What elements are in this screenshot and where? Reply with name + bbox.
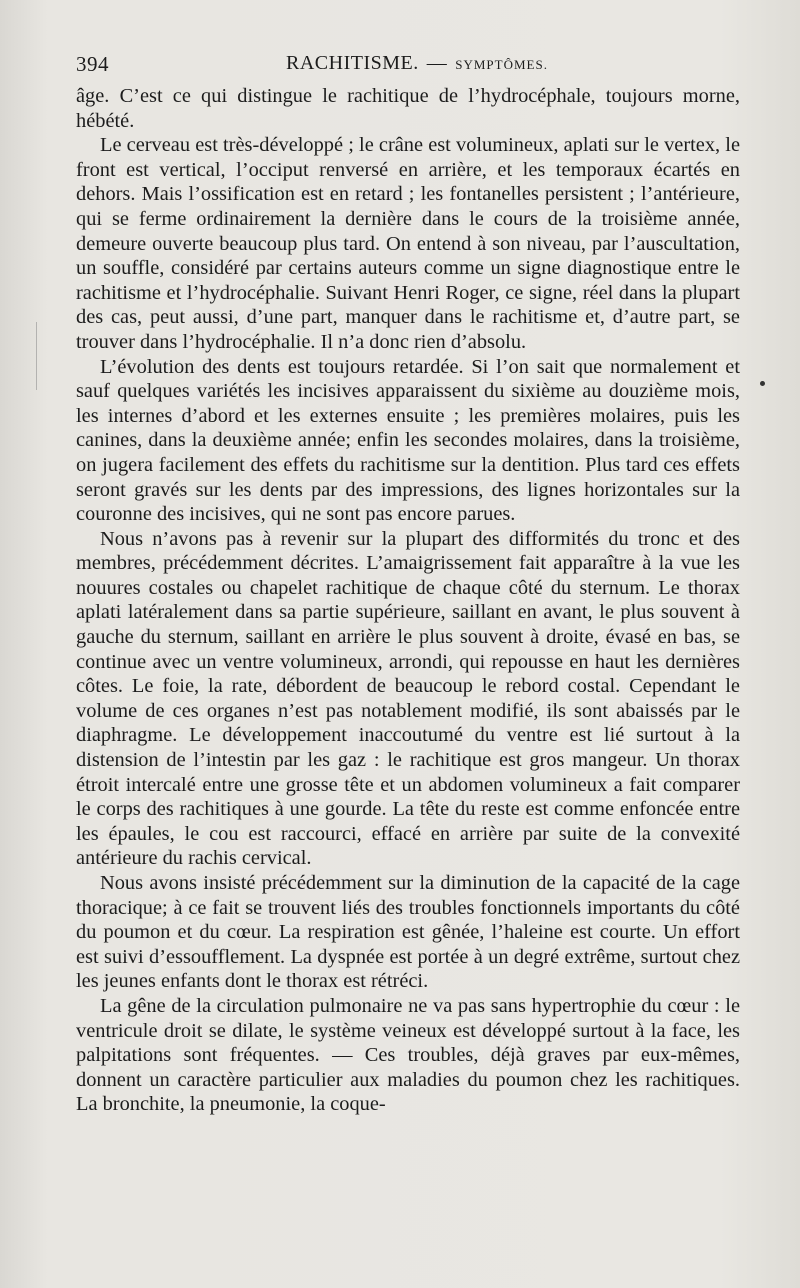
paragraph: Nous n’avons pas à revenir sur la plupart des difformités du tronc et des membres, précédemment décrites. L’amaigrissement fait apparaître à la vue les nouures costales ou chapelet rachitique de chaque côté du sternum. Le thorax aplati latéralement dans sa partie supérieure, saillant en avant, le plus souvent à gauche du sternum, saillant en arrière le plus souvent à droite, évasé en bas, se continue avec un ventre volumineux, arrondi, qui repousse en haut les dernières côtes. Le foie, la rate, débordent de beaucoup le rebord costal. Cependant le volume de ces organes n’est pas notablement modifié, ils sont abaissés par le diaphragme. Le développement inaccoutumé du ventre est lié surtout à la distension de l’intestin par les gaz : le rachitique est gros mangeur. Un thorax étroit intercalé entre une grosse tête et un abdomen volumineux a fait comparer le corps des rachitiques à une gourde. La tête du reste est comme enfoncée entre les épaules, le cou est raccourci, effacé en arrière par suite de la convexité antérieure du rachis cervical. [76, 527, 740, 870]
chapter-title: RACHITISME. [286, 52, 419, 74]
section-title: SYMPTÔMES. [455, 57, 548, 72]
paragraph: Nous avons insisté précédemment sur la diminution de la capacité de la cage thoracique; à ce fait se trouvent liés des troubles fonctionnels importants du côté du poumon et du cœur. La respiration est gênée, l’haleine est courte. Un effort est suivi d’essoufflement. La dyspnée est portée à un degré extrême, surtout chez les jeunes enfants dont le thorax est rétréci. [76, 872, 740, 993]
pencil-margin-mark [36, 322, 57, 390]
paragraph: L’évolution des dents est toujours retardée. Si l’on sait que normalement et sauf quelques variétés les incisives apparaissent du sixième au douzième mois, les internes d’abord et les externes ensuite ; les premières molaires, puis les canines, dans la deuxième année; enfin les secondes molaires, dans la troisième, on jugera facilement des effets du rachitisme sur la dentition. Plus tard ces effets seront gravés sur les dents par des impressions, des lignes horizontales sur la couronne des incisives, qui ne sont pas encore parues. [76, 355, 740, 526]
running-header [76, 52, 740, 82]
body-text [76, 84, 740, 1117]
title-separator: — [426, 52, 448, 74]
paragraph: âge. C’est ce qui distingue le rachitique de l’hydrocéphale, toujours morne, hébété. [76, 85, 740, 132]
paragraph: La gêne de la circulation pulmonaire ne va pas sans hypertrophie du cœur : le ventricule droit se dilate, le système veineux est développé surtout à la face, les palpitations sont fréquentes. — Ces troubles, déjà graves par eux-mêmes, donnent un caractère particulier aux maladies du poumon chez les rachitiques. La bronchite, la pneumonie, la coque- [76, 994, 740, 1116]
running-title [286, 52, 548, 75]
ink-dot [760, 381, 765, 386]
paragraph: Le cerveau est très-développé ; le crâne est volumineux, aplati sur le vertex, le front est vertical, l’occiput renversé en arrière, et les temporaux écartés en dehors. Mais l’ossification est en retard ; les fontanelles persistent ; l’antérieure, qui se ferme ordinairement la dernière dans le cours de la troisième année, demeure ouverte beaucoup plus tard. On entend à son niveau, par l’auscultation, un souffle, considéré par certains auteurs comme un signe diagnostique entre le rachitisme et l’hydrocéphalie. Suivant Henri Roger, ce signe, réel dans la plupart des cas, peut aussi, d’une part, manquer dans le rachitisme et, d’autre part, se trouver dans l’hydrocéphalie. Il n’a donc rien d’absolu. [76, 134, 740, 353]
page-number: 394 [76, 52, 109, 76]
